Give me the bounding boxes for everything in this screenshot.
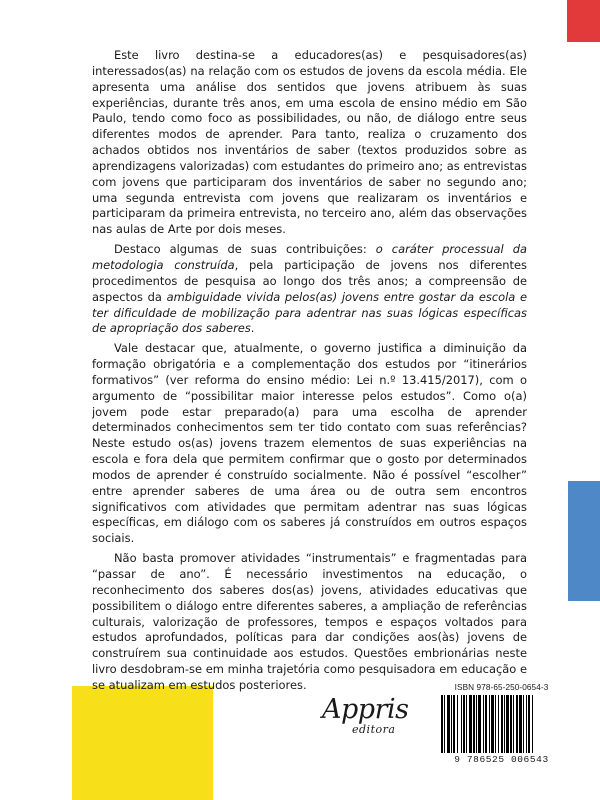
text-segment: Vale destacar que, atualmente, o governo justifica a diminuição da formação obrigatória e a complementação dos estudos por “itinerários formativos” (ver reforma do ensino médio: Lei n.º 13.415/2017), com o argumento de “possibilitar maior interesse pelos estudos”. Como o(a) jovem pode estar preparado(a) para uma escolha de aprender determinados conhecimentos sem ter tido contato com suas referências? Neste estudo os(as) jovens trazem elementos de suas experiências na escola e fora dela que permitem confirmar que o gosto por determinados modos de aprender é construído socialmente. Não é possível “escolher” entre aprender saberes de uma área ou de outra sem encontros significativos com atividades que permitam adentrar nas suas lógicas específicas, em diálogo com os saberes já construídos em outros espaços sociais. [92,341,527,546]
barcode-bar [483,695,484,753]
barcode-bar [457,695,458,753]
barcode-bar [528,695,530,753]
barcode-bar [526,695,527,753]
publisher-logo [322,694,412,742]
barcode-bar [498,695,499,753]
barcode-bar [532,695,533,753]
barcode-bar [523,695,524,753]
barcode-bar [469,695,472,753]
barcode-bar [516,695,518,753]
isbn-label: ISBN 978-65-250-0654-3 [454,683,549,692]
barcode-bar [485,695,487,753]
barcode-bar [501,695,503,753]
yellow-accent-block [72,686,213,800]
italic-segment: ambiguidade vivida pelos(as) jovens entre gostar da escola e ter dificuldade de mobilização para adentrar nas suas lógicas específicas de apropriação dos saberes [92,289,527,336]
barcode-bar [447,695,450,753]
isbn-barcode-block [436,683,567,767]
barcode-bar [463,695,465,753]
red-accent-block [567,0,600,42]
barcode-bar [461,695,462,753]
barcode-bar [466,695,467,753]
text-segment: Não basta promover atividades “instrumentais” e fragmentadas para “passar de ano”. É necessário investimentos na educação, o reconhecimento dos saberes dos(as) jovens, atividades educativas que possibilitem o diálogo entre diferentes saberes, a ampliação de referências culturais, valorização de professores, tempos e espaços voltados para estudos aprofundados, políticas para dar condições aos(às) jovens de construírem sua continuidade aos estudos. Questões embrionárias neste livro desdobram-se em minha trajetória como pesquisadora em educação e se atualizam em estudos posteriores. [92,551,527,692]
barcode-bar [441,695,443,753]
barcode-bar [451,695,452,753]
back-cover-text [92,48,527,698]
paragraph [92,48,527,238]
italic-segment: o caráter processual da metodologia construída [92,242,528,272]
barcode-bar [504,695,505,753]
paragraph [92,242,527,337]
barcode-bar [476,695,477,753]
barcode-bar [489,695,490,753]
publisher-logo-name: Appris [322,694,409,725]
text-segment: Este livro destina-se a educadores(as) e pesquisadores(as) interessados(as) na relação com os estudos de jovens da escola média. Ele apresenta uma análise dos sentidos que jovens atribuem às suas experiências, durante três anos, em uma escola de ensino médio em São Paulo, tendo como foco as possibilidades, ou não, de diálogo entre seus diferentes modos de aprender. Para tanto, realiza o cruzamento dos achados obtidos nos inventários de saber (textos produzidos sobre as aprendizagens valorizadas) com estudantes do primeiro ano; as entrevistas com jovens que participaram dos inventários de saber no segundo ano; uma segunda entrevista com jovens que realizaram os inventários e participaram da primeira entrevista, no terceiro ano, além das observações nas aulas de Arte por dois meses. [92,48,527,237]
barcode-bar [506,695,509,753]
text-segment: , pela participação de jovens nos diferentes procedimentos de pesquisa ao longo dos três anos; a compreensão de aspectos da [92,257,527,304]
barcode-bar [513,695,514,753]
barcode-bar [510,695,512,753]
blue-accent-block [568,481,600,601]
barcode-bar [478,695,481,753]
barcode [439,695,564,753]
barcode-bar [473,695,475,753]
text-segment: Destaco algumas de suas contribuições: [114,242,376,257]
barcode-bar [444,695,445,753]
barcode-bar [491,695,494,753]
barcode-bar [453,695,455,753]
paragraph [92,341,527,547]
paragraph [92,551,527,694]
publisher-logo-subtitle: editora [352,723,396,736]
barcode-bar [519,695,522,753]
text-segment: . [250,321,255,336]
barcode-bar [495,695,496,753]
barcode-digits: 9 786525 006543 [454,754,549,765]
